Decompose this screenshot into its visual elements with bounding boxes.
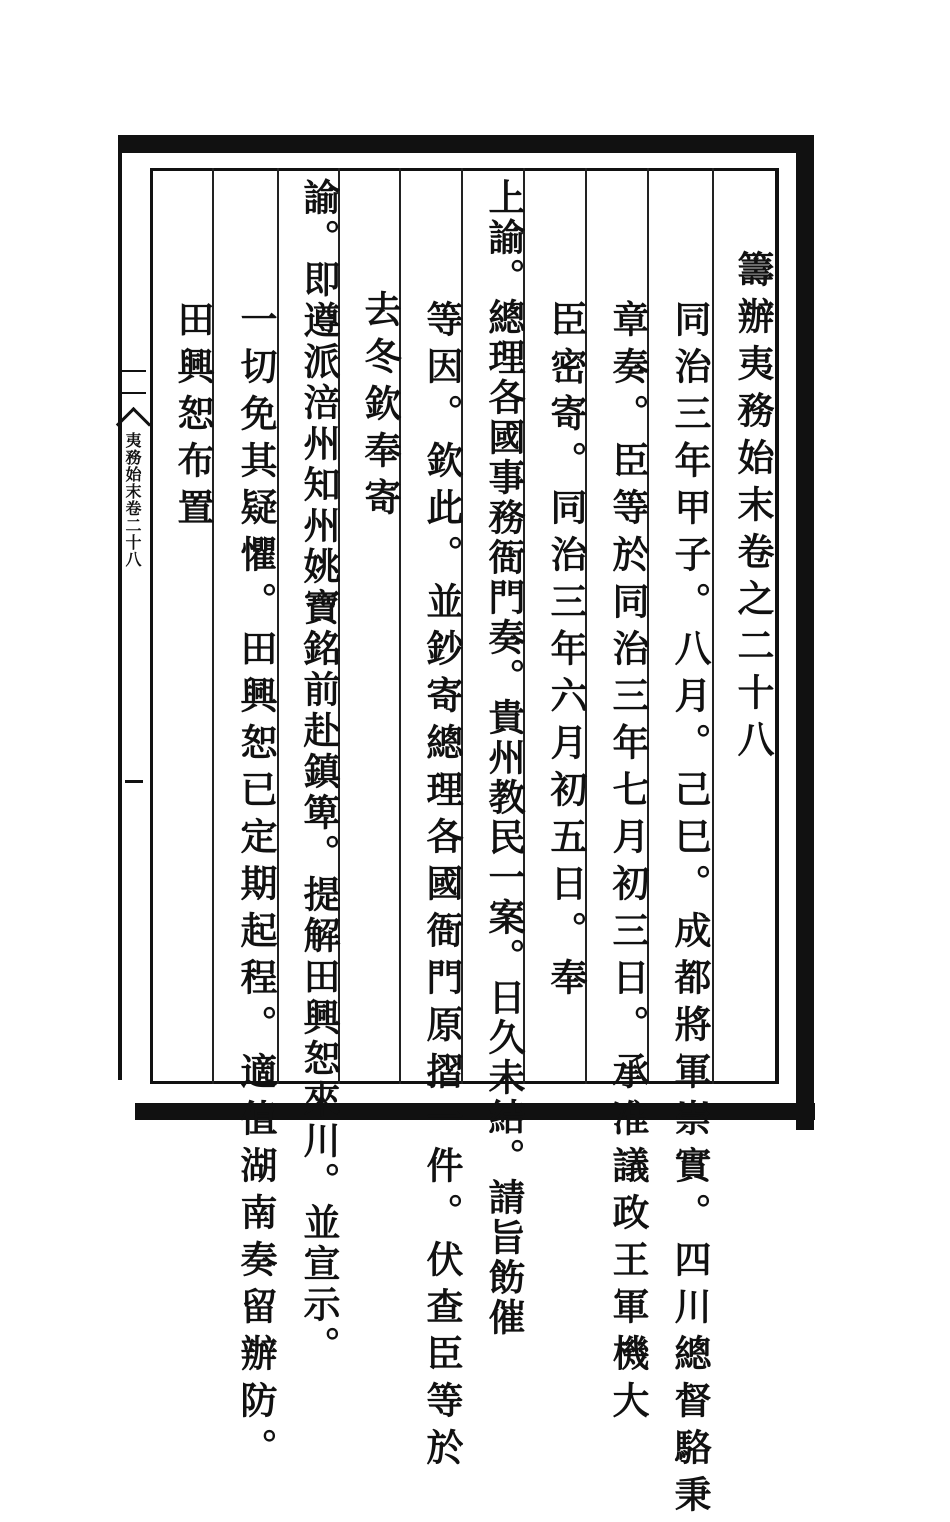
text-column: 上諭。總理各國事務衙門奏。貴州教民一案。日久未結。請旨飭催	[482, 178, 526, 1338]
volume-title: 籌辦夷務始末卷之二十八	[731, 250, 775, 767]
text-column: 等因。欽此。並鈔寄總理各國衙門原摺一件。伏查臣等於	[420, 300, 464, 1475]
page-frame-left	[118, 135, 122, 1080]
text-column: 章奏。臣等於同治三年七月初三日。承准議政王軍機大	[606, 300, 650, 1428]
text-column: 諭。即遵派涪州知州姚寶銘前赴鎮箄。提解田興恕來川。並宣示。	[297, 178, 341, 1367]
page-number-mark	[125, 780, 143, 783]
text-column: 田興恕布置	[171, 300, 215, 535]
gutter-title: 夷務始末卷二十八	[123, 432, 142, 568]
text-column: 一切免其疑懼。田興恕已定期起程。適值湖南奏留辦防。	[234, 300, 278, 1475]
text-column: 去冬欽奉寄	[358, 290, 402, 525]
text-column: 臣密寄。同治三年六月初五日。奉	[544, 300, 588, 1005]
text-column: 同治三年甲子。八月。己巳。成都將軍崇實。四川總督駱秉	[668, 300, 712, 1522]
page-frame-top	[118, 135, 813, 153]
gutter-rule	[120, 370, 146, 372]
gutter-rule	[120, 392, 146, 394]
page-frame-right	[796, 135, 814, 1130]
